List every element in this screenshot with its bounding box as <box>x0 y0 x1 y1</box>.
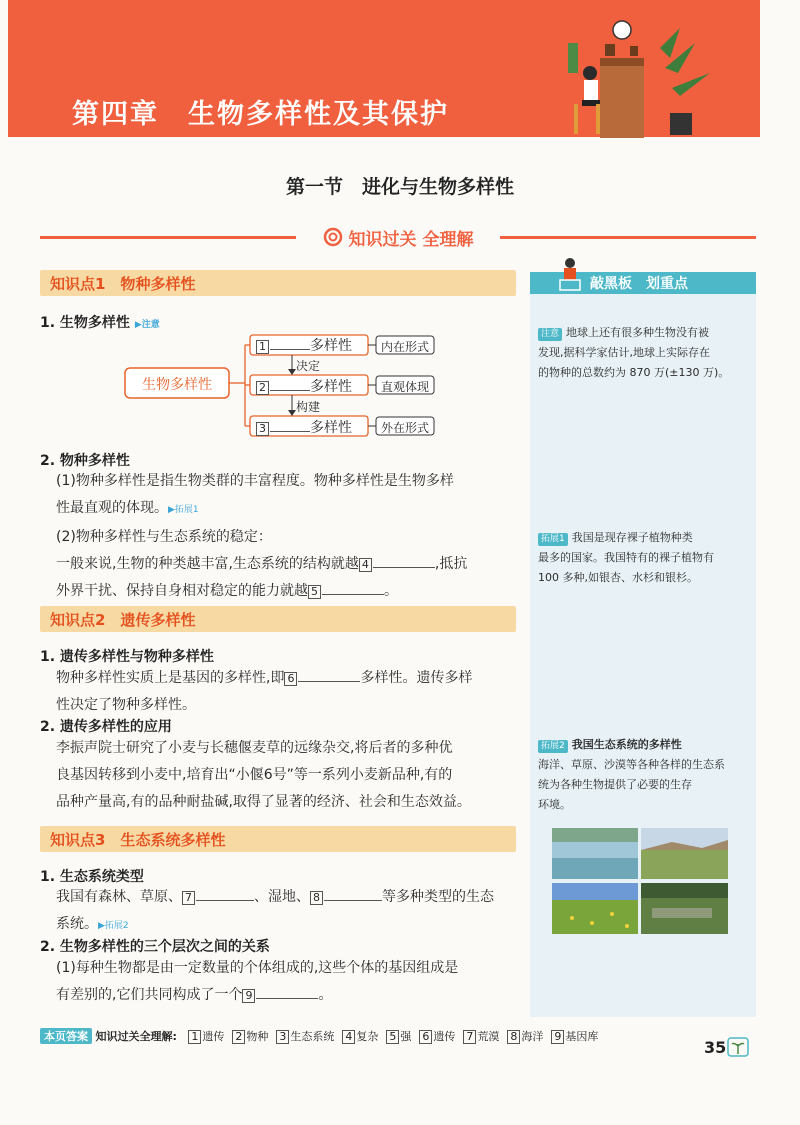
teacher-icon <box>556 256 584 292</box>
expand-badge: 拓展2 <box>538 740 568 753</box>
kp3-item2-heading: 2. 生物多样性的三个层次之间的关系 <box>40 939 270 955</box>
paragraph-line: 、湿地、 <box>254 889 310 905</box>
diagram-root-label: 生物多样性 <box>142 377 212 393</box>
answer-number: 2 <box>232 1030 245 1044</box>
answer-blank <box>270 335 310 350</box>
answer-number: 8 <box>507 1030 520 1044</box>
kp3-item1-body <box>56 884 526 940</box>
kp1-item1-heading-text: 1. 生物多样性 <box>40 315 130 331</box>
note-tag: ▶注意 <box>134 320 160 330</box>
diagram-box-inner: 内在形式 <box>380 340 429 354</box>
answer-text: 强 <box>400 1030 412 1043</box>
answer-text: 物种 <box>246 1030 269 1043</box>
blank-number: 4 <box>359 558 372 572</box>
sidebar-line: 的物种的总数约为 870 万(±130 万)。 <box>538 366 730 379</box>
answer-text: 生态系统 <box>290 1030 335 1043</box>
answer-blank <box>270 417 310 432</box>
grassland-photo <box>641 828 728 879</box>
diagram-row3-suffix: 多样性 <box>310 420 352 436</box>
blank-number: 7 <box>182 891 195 905</box>
sidebar-title: 敲黑板 划重点 <box>590 276 688 292</box>
sidebar-note-expand2 <box>538 735 752 815</box>
kp2-item2-heading: 2. 遗传多样性的应用 <box>40 719 172 735</box>
banner-label: 知识过关 全理解 <box>348 229 474 250</box>
kp3-label: 知识点3 生态系统多样性 <box>50 831 226 849</box>
answers-prefix: 知识过关全理解: <box>95 1030 177 1043</box>
blank-number: 9 <box>242 989 255 1003</box>
ocean-photo <box>552 828 638 879</box>
diagram-box-visual: 直观体现 <box>380 380 429 394</box>
blank-number: 8 <box>310 891 323 905</box>
kp1-item2-body <box>56 468 518 605</box>
answer-blank <box>298 667 360 682</box>
sidebar-note-heading: 我国生态系统的多样性 <box>571 738 682 751</box>
answer-blank <box>270 376 310 391</box>
answer-item <box>188 1030 224 1043</box>
paragraph-line: 良基因转移到小麦中,培育出“小偃6号”等一系列小麦新品种,有的 <box>56 767 453 783</box>
blank-number: 3 <box>256 422 269 436</box>
paragraph-line: 物种多样性实质上是基因的多样性,即 <box>56 670 285 686</box>
ecosystem-photos <box>552 828 728 934</box>
sidebar-line: 环境。 <box>538 798 571 811</box>
answer-item <box>419 1030 455 1043</box>
sidebar-line: 我国是现存裸子植物种类 <box>571 531 693 544</box>
sidebar-note-expand1 <box>538 528 752 588</box>
kp3-item1-heading: 1. 生态系统类型 <box>40 869 144 885</box>
study-scene-illustration <box>560 18 720 140</box>
answer-number: 1 <box>188 1030 201 1044</box>
answers-list <box>180 1030 598 1043</box>
diagram-arrow-label-decide: 决定 <box>296 359 321 373</box>
paragraph-line: (2)物种多样性与生态系统的稳定： <box>56 529 272 545</box>
diagram-row1-suffix: 多样性 <box>310 338 352 354</box>
blank-number: 2 <box>256 381 269 395</box>
wetland-photo <box>641 883 728 934</box>
paragraph-line: 性决定了物种多样性。 <box>56 697 196 713</box>
diagram-row2-suffix: 多样性 <box>310 379 352 395</box>
sidebar-line: 海洋、草原、沙漠等各种各样的生态系 <box>538 758 725 771</box>
paragraph-line: 李振声院士研究了小麦与长穗偃麦草的远缘杂交,将后者的多种优 <box>56 740 453 756</box>
blank-number: 1 <box>256 340 269 354</box>
paragraph-line: 我国有森林、草原、 <box>56 889 182 905</box>
kp2-item1-body <box>56 665 518 719</box>
diagram-box-outer: 外在形式 <box>380 421 429 435</box>
answer-item <box>507 1030 543 1043</box>
kp1-item2-heading: 2. 物种多样性 <box>40 453 130 469</box>
note-badge: 注意 <box>538 328 562 341</box>
paragraph-line: 有差别的,它们共同构成了一个 <box>56 987 243 1003</box>
paragraph-line: 系统。 <box>56 916 98 932</box>
page-number: 35 <box>704 1038 727 1057</box>
answer-item <box>276 1030 334 1043</box>
answer-text: 复杂 <box>356 1030 379 1043</box>
answer-item <box>386 1030 411 1043</box>
answer-item <box>232 1030 268 1043</box>
answer-item <box>463 1030 499 1043</box>
sidebar-note-attention <box>538 323 752 383</box>
sidebar-line: 发现,据科学家估计,地球上实际存在 <box>538 346 710 359</box>
answer-item <box>551 1030 598 1043</box>
answer-blank <box>322 580 384 595</box>
answer-bar <box>40 1028 700 1050</box>
answer-number: 7 <box>463 1030 476 1044</box>
answer-number: 4 <box>342 1030 355 1044</box>
answer-number: 5 <box>386 1030 399 1044</box>
sidebar-line: 最多的国家。我国特有的裸子植物有 <box>538 551 714 564</box>
answer-blank <box>373 553 435 568</box>
answer-blank <box>256 984 318 999</box>
answer-text: 遗传 <box>433 1030 456 1043</box>
answers-badge: 本页答案 <box>40 1028 92 1044</box>
kp3-item2-body <box>56 955 526 1009</box>
page-sprout-icon <box>726 1036 750 1058</box>
section-title: 第一节 进化与生物多样性 <box>285 176 514 198</box>
banner <box>298 222 498 252</box>
blank-number: 6 <box>284 672 297 686</box>
blank-number: 5 <box>308 585 321 599</box>
expand-badge: 拓展1 <box>538 533 568 546</box>
paragraph-line: 多样性。遗传多样 <box>360 670 473 686</box>
banner-rule-right <box>500 236 756 239</box>
paragraph-line: ,抵抗 <box>434 556 468 572</box>
expand-tag: ▶拓展2 <box>98 921 129 931</box>
paragraph-line: 外界干扰、保持自身相对稳定的能力就越 <box>56 583 308 599</box>
sidebar-line: 统为各种生物提供了必要的生存 <box>538 778 692 791</box>
sidebar-line: 地球上还有很多种生物没有被 <box>566 326 710 339</box>
diagram-row2 <box>256 376 352 396</box>
kp1-label: 知识点1 物种多样性 <box>50 275 196 293</box>
answer-blank <box>196 886 254 901</box>
answer-text: 基因库 <box>565 1030 599 1043</box>
sidebar-line: 100 多种,如银杏、水杉和银杉。 <box>538 571 698 584</box>
diagram-arrow-label-build: 构建 <box>296 400 321 414</box>
paragraph-line: 品种产量高,有的品种耐盐碱,取得了显著的经济、社会和生态效益。 <box>56 794 471 810</box>
answer-number: 3 <box>276 1030 289 1044</box>
paragraph-line: (1)物种多样性是指生物类群的丰富程度。物种多样性是生物多样 <box>56 473 454 489</box>
banner-rule-left <box>40 236 296 239</box>
answer-blank <box>324 886 382 901</box>
paragraph-line: 。 <box>318 987 333 1003</box>
paragraph-line: 性最直观的体现。 <box>56 500 168 516</box>
flower-field-photo <box>552 883 638 934</box>
answer-number: 6 <box>419 1030 432 1044</box>
answer-item <box>342 1030 378 1043</box>
paragraph-line: (1)每种生物都是由一定数量的个体组成的,这些个体的基因组成是 <box>56 960 459 976</box>
kp2-label: 知识点2 遗传多样性 <box>50 611 196 629</box>
kp2-item2-body <box>56 735 526 816</box>
answer-text: 遗传 <box>202 1030 225 1043</box>
chapter-title: 第四章 生物多样性及其保护 <box>72 99 449 130</box>
paragraph-line: 一般来说,生物的种类越丰富,生态系统的结构就越 <box>56 556 359 572</box>
paragraph-line: 等多种类型的生态 <box>382 889 494 905</box>
answer-number: 9 <box>551 1030 564 1044</box>
expand-tag: ▶拓展1 <box>168 505 199 515</box>
diagram-row1 <box>256 335 352 355</box>
swirl-icon <box>323 227 343 247</box>
paragraph-line: 。 <box>384 583 398 599</box>
answer-text: 荒漠 <box>477 1030 500 1043</box>
diagram-row3 <box>256 417 352 437</box>
kp1-item1-heading <box>40 312 160 332</box>
kp2-item1-heading: 1. 遗传多样性与物种多样性 <box>40 649 214 665</box>
answer-text: 海洋 <box>521 1030 544 1043</box>
